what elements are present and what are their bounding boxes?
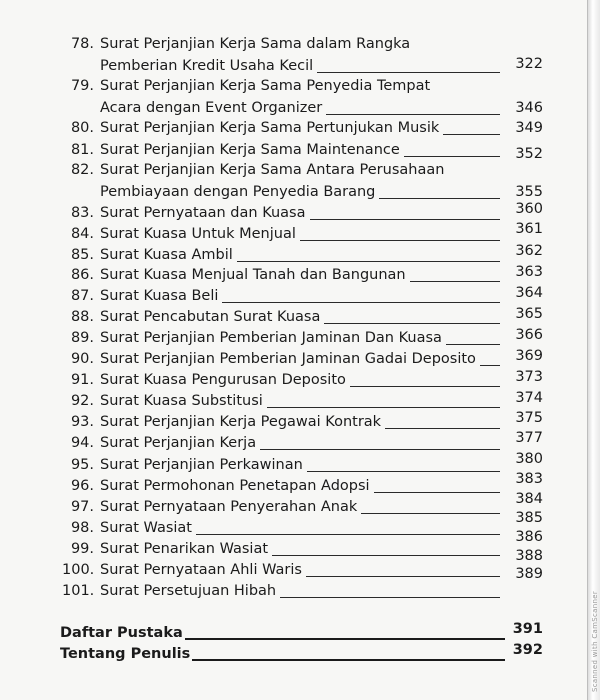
page-number: 366 bbox=[515, 327, 543, 343]
page-number: 377 bbox=[515, 430, 543, 446]
toc-footer-entry bbox=[0, 643, 560, 665]
leader-line bbox=[385, 428, 500, 429]
entry-number: 91. bbox=[70, 372, 94, 388]
entry-title: Surat Permohonan Penetapan Adopsi bbox=[100, 478, 370, 494]
toc-entry-line bbox=[0, 75, 560, 97]
leader-line bbox=[410, 281, 500, 282]
toc-entry-line bbox=[0, 264, 560, 286]
entry-title: Surat Penarikan Wasiat bbox=[100, 541, 269, 557]
page-number: 385 bbox=[515, 510, 543, 526]
page-number: 384 bbox=[515, 491, 543, 507]
leader-line bbox=[446, 344, 500, 345]
entry-title: Surat Perjanjian Kerja bbox=[100, 435, 257, 451]
page-number: 374 bbox=[515, 390, 543, 406]
entry-number: 93. bbox=[70, 414, 94, 430]
entry-title: Surat Kuasa Substitusi bbox=[100, 393, 263, 409]
toc-entry-line bbox=[0, 451, 560, 476]
entry-title: Surat Perjanjian Kerja Sama Maintenance bbox=[100, 142, 400, 158]
page-number: 355 bbox=[515, 184, 543, 200]
footer-title: Daftar Pustaka bbox=[60, 625, 183, 641]
toc-entry-line bbox=[0, 181, 560, 203]
toc-entry-line bbox=[0, 306, 560, 328]
entry-number: 94. bbox=[70, 435, 94, 451]
entry-title: Surat Pencabutan Surat Kuasa bbox=[100, 309, 321, 325]
toc-entry-line bbox=[0, 390, 560, 412]
page-number: 362 bbox=[515, 243, 543, 259]
entry-number: 85. bbox=[70, 247, 94, 263]
page-number: 391 bbox=[512, 621, 543, 637]
entry-number: 88. bbox=[70, 309, 94, 325]
entry-number: 99. bbox=[70, 541, 94, 557]
toc-entry-line bbox=[0, 202, 560, 224]
page-number: 322 bbox=[515, 56, 543, 72]
footer-title: Tentang Penulis bbox=[60, 646, 191, 662]
leader-line bbox=[196, 534, 500, 535]
page-number: 389 bbox=[515, 566, 543, 582]
leader-line bbox=[361, 513, 500, 514]
page-number: 388 bbox=[515, 548, 543, 564]
page-number: 383 bbox=[515, 471, 543, 487]
entry-title: Surat Kuasa Menjual Tanah dan Bangunan bbox=[100, 267, 406, 283]
toc-entry-line bbox=[0, 348, 560, 370]
page-number: 364 bbox=[515, 285, 543, 301]
entry-number: 100. bbox=[62, 562, 95, 578]
entry-title: Acara dengan Event Organizer bbox=[100, 100, 323, 116]
entry-title: Surat Pernyataan Penyerahan Anak bbox=[100, 499, 358, 515]
entry-title: Pembiayaan dengan Penyedia Barang bbox=[100, 184, 376, 200]
leader-line bbox=[185, 638, 505, 640]
toc-entry-line bbox=[0, 510, 560, 539]
toc-entry-line bbox=[0, 244, 560, 266]
leader-line bbox=[272, 555, 500, 556]
toc-entry-line bbox=[0, 285, 560, 307]
page-number: 361 bbox=[515, 221, 543, 237]
toc-entry-line bbox=[0, 139, 560, 161]
entry-number: 82. bbox=[70, 162, 94, 178]
toc-footer-entry bbox=[0, 622, 560, 644]
entry-number: 83. bbox=[70, 205, 94, 221]
entry-number: 78. bbox=[70, 36, 94, 52]
entry-title: Surat Kuasa Untuk Menjual bbox=[100, 226, 296, 242]
toc-entry-line bbox=[0, 491, 560, 518]
leader-line bbox=[192, 659, 505, 661]
entry-number: 86. bbox=[70, 267, 94, 283]
page-number: 352 bbox=[515, 146, 543, 162]
leader-line bbox=[280, 597, 500, 598]
entry-title: Surat Perjanjian Kerja Pegawai Kontrak bbox=[100, 414, 382, 430]
toc-entry-line bbox=[0, 327, 560, 349]
leader-line bbox=[326, 114, 500, 115]
entry-title: Surat Perjanjian Kerja Sama Antara Perusahaan bbox=[100, 162, 445, 178]
entry-number: 89. bbox=[70, 330, 94, 346]
entry-title: Surat Perjanjian Pemberian Jaminan Dan Kuasa bbox=[100, 330, 442, 346]
toc-entry-line bbox=[0, 33, 560, 55]
entry-title: Surat Kuasa Ambil bbox=[100, 247, 233, 263]
toc-entry-line bbox=[0, 369, 560, 391]
entry-number: 101. bbox=[62, 583, 95, 599]
toc-entry-line bbox=[0, 223, 560, 245]
leader-line bbox=[350, 386, 500, 387]
leader-line bbox=[306, 576, 500, 577]
entry-number: 90. bbox=[70, 351, 94, 367]
leader-line bbox=[480, 365, 500, 366]
page-number: 392 bbox=[512, 642, 543, 658]
toc-entry-line bbox=[0, 471, 560, 497]
page-number: 346 bbox=[515, 100, 543, 116]
leader-line bbox=[267, 407, 500, 408]
toc-entry-line bbox=[0, 117, 560, 139]
page-number: 373 bbox=[515, 369, 543, 385]
entry-title: Surat Pernyataan dan Kuasa bbox=[100, 205, 306, 221]
page-number: 365 bbox=[515, 306, 543, 322]
scanner-watermark: Scanned with CamScanner bbox=[591, 590, 599, 692]
leader-line bbox=[222, 302, 500, 303]
entry-title: Surat Perjanjian Pemberian Jaminan Gadai Deposito bbox=[100, 351, 476, 367]
page-number: 360 bbox=[515, 201, 543, 217]
entry-number: 87. bbox=[70, 288, 94, 304]
entry-title: Surat Pernyataan Ahli Waris bbox=[100, 562, 302, 578]
entry-title: Surat Perjanjian Kerja Sama Penyedia Tempat bbox=[100, 78, 431, 94]
entry-title: Surat Perjanjian Kerja Sama dalam Rangka bbox=[100, 36, 411, 52]
leader-line bbox=[317, 72, 500, 73]
page-number: 380 bbox=[515, 451, 543, 467]
leader-line bbox=[374, 492, 500, 493]
leader-line bbox=[324, 323, 500, 324]
toc-entry-line bbox=[0, 411, 560, 433]
entry-number: 80. bbox=[70, 120, 94, 136]
entry-title: Surat Persetujuan Hibah bbox=[100, 583, 277, 599]
toc-entry-line bbox=[0, 432, 560, 454]
leader-line bbox=[310, 219, 501, 220]
toc-entry-line bbox=[0, 529, 560, 560]
page-number: 386 bbox=[515, 529, 543, 545]
page-number: 369 bbox=[515, 348, 543, 364]
page-number: 363 bbox=[515, 264, 543, 280]
leader-line bbox=[300, 240, 500, 241]
toc-entry-line bbox=[0, 97, 560, 119]
entry-number: 81. bbox=[70, 142, 94, 158]
entry-number: 84. bbox=[70, 226, 94, 242]
toc-entry-line bbox=[0, 159, 560, 181]
entry-number: 98. bbox=[70, 520, 94, 536]
entry-title: Surat Kuasa Pengurusan Deposito bbox=[100, 372, 346, 388]
entry-number: 92. bbox=[70, 393, 94, 409]
leader-line bbox=[379, 198, 500, 199]
entry-number: 95. bbox=[70, 457, 94, 473]
leader-line bbox=[307, 471, 500, 472]
entry-number: 97. bbox=[70, 499, 94, 515]
page-edge bbox=[587, 0, 600, 700]
entry-number: 96. bbox=[70, 478, 94, 494]
entry-title: Surat Wasiat bbox=[100, 520, 192, 536]
leader-line bbox=[260, 449, 500, 450]
leader-line bbox=[443, 134, 500, 135]
page-number: 375 bbox=[515, 410, 543, 426]
entry-number: 79. bbox=[70, 78, 94, 94]
page-number: 349 bbox=[515, 120, 543, 136]
entry-title: Surat Perjanjian Kerja Sama Pertunjukan Musik bbox=[100, 120, 440, 136]
entry-title: Pemberian Kredit Usaha Kecil bbox=[100, 58, 314, 74]
entry-title: Surat Kuasa Beli bbox=[100, 288, 219, 304]
leader-line bbox=[237, 261, 500, 262]
entry-title: Surat Perjanjian Perkawinan bbox=[100, 457, 303, 473]
leader-line bbox=[404, 156, 500, 157]
toc-entry-line bbox=[0, 55, 560, 77]
